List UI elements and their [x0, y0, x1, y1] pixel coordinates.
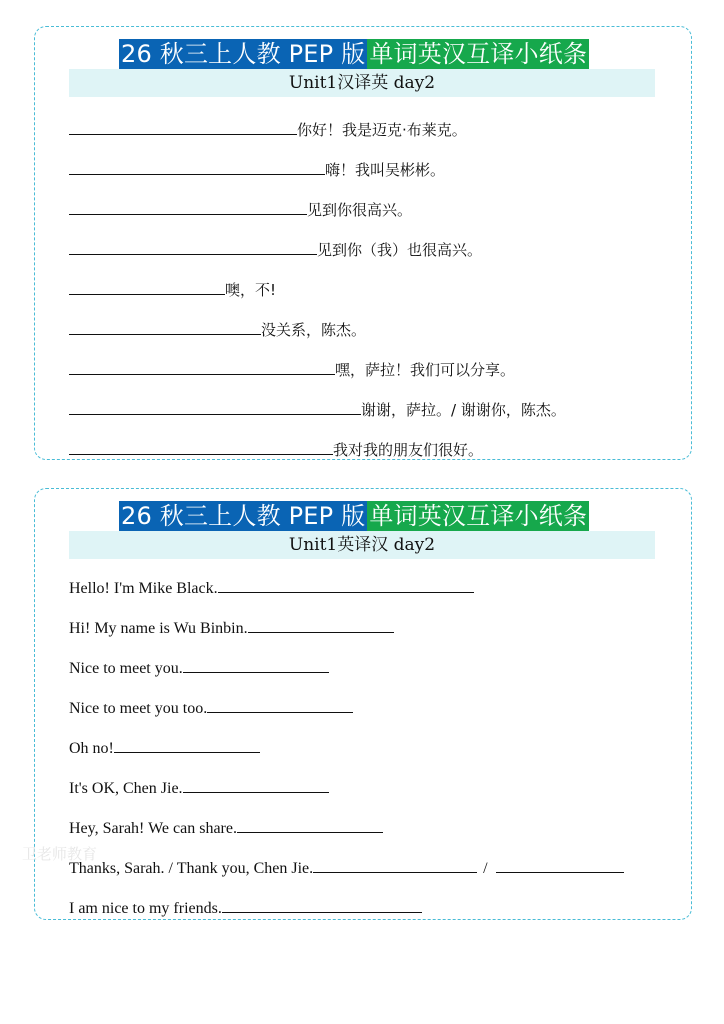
- exercise-row: [69, 117, 467, 141]
- card-title: [119, 501, 589, 531]
- exercise-row: [69, 317, 366, 341]
- card-subtitle: Unit1汉译英 day2: [69, 69, 655, 97]
- prompt-text: 见到你（我）也很高兴。: [317, 241, 483, 259]
- answer-blank[interactable]: [69, 117, 297, 135]
- answer-blank[interactable]: [248, 615, 394, 633]
- exercise-row: [69, 277, 276, 301]
- answer-blank[interactable]: [69, 157, 325, 175]
- exercise-row: [69, 575, 474, 599]
- answer-blank[interactable]: [183, 775, 329, 793]
- answer-blank[interactable]: [69, 397, 361, 415]
- exercise-row: [69, 855, 624, 879]
- prompt-text: 嘿，萨拉！我们可以分享。: [335, 361, 516, 379]
- exercise-row: [69, 655, 329, 679]
- prompt-text: 谢谢，萨拉。/ 谢谢你，陈杰。: [361, 401, 566, 419]
- prompt-text: I am nice to my friends.: [69, 900, 222, 917]
- exercise-row: [69, 695, 353, 719]
- prompt-text: Thanks, Sarah. / Thank you, Chen Jie.: [69, 860, 314, 877]
- prompt-text: 我对我的朋友们很好。: [333, 441, 484, 459]
- exercise-row: [69, 775, 329, 799]
- card-title-part2: 单词英汉互译小纸条: [369, 502, 588, 530]
- exercise-row: [69, 397, 566, 421]
- exercise-row: [69, 357, 515, 381]
- prompt-text: 噢，不!: [225, 281, 277, 299]
- prompt-text: 见到你很高兴。: [307, 201, 413, 219]
- answer-blank[interactable]: [69, 357, 335, 375]
- exercise-row: [69, 437, 483, 461]
- exercise-row: [69, 815, 383, 839]
- card-title-part1: 26 秋三上人教 PEP 版: [121, 40, 366, 68]
- card-title-part2: 单词英汉互译小纸条: [369, 40, 588, 68]
- exercise-row: [69, 157, 445, 181]
- watermark-text: 卫老师教育: [22, 845, 98, 863]
- prompt-text: Oh no!: [69, 740, 114, 757]
- answer-blank[interactable]: [207, 695, 353, 713]
- answer-blank[interactable]: [69, 317, 261, 335]
- answer-blank[interactable]: [313, 855, 477, 873]
- answer-blank[interactable]: [69, 237, 317, 255]
- prompt-text: It's OK, Chen Jie.: [69, 780, 183, 797]
- exercise-row: [69, 237, 482, 261]
- prompt-text: Hi! My name is Wu Binbin.: [69, 620, 248, 637]
- prompt-text: Nice to meet you too.: [69, 700, 208, 717]
- prompt-text: Hello! I'm Mike Black.: [69, 580, 218, 597]
- prompt-text: Nice to meet you.: [69, 660, 183, 677]
- exercise-row: [69, 197, 412, 221]
- answer-blank[interactable]: [218, 575, 474, 593]
- worksheet-card-cn-to-en: [34, 26, 692, 460]
- card-title-part1: 26 秋三上人教 PEP 版: [121, 502, 366, 530]
- prompt-text: 你好！我是迈克·布莱克。: [297, 121, 467, 139]
- prompt-text: Hey, Sarah! We can share.: [69, 820, 237, 837]
- answer-blank[interactable]: [69, 197, 307, 215]
- answer-blank[interactable]: [237, 815, 383, 833]
- prompt-text: 没关系，陈杰。: [261, 321, 367, 339]
- answer-blank[interactable]: [69, 277, 225, 295]
- card-subtitle: Unit1英译汉 day2: [69, 531, 655, 559]
- exercise-row: [69, 895, 422, 919]
- answer-blank[interactable]: [69, 437, 333, 455]
- exercise-row: [69, 735, 260, 759]
- prompt-text: 嗨！我叫吴彬彬。: [325, 161, 446, 179]
- answer-blank[interactable]: [222, 895, 422, 913]
- card-title: [119, 39, 589, 69]
- answer-blank[interactable]: [114, 735, 260, 753]
- worksheet-card-en-to-cn: [34, 488, 692, 920]
- exercise-row: [69, 615, 394, 639]
- answer-blank[interactable]: [183, 655, 329, 673]
- answer-blank[interactable]: [496, 855, 624, 873]
- separator-slash: /: [483, 860, 488, 877]
